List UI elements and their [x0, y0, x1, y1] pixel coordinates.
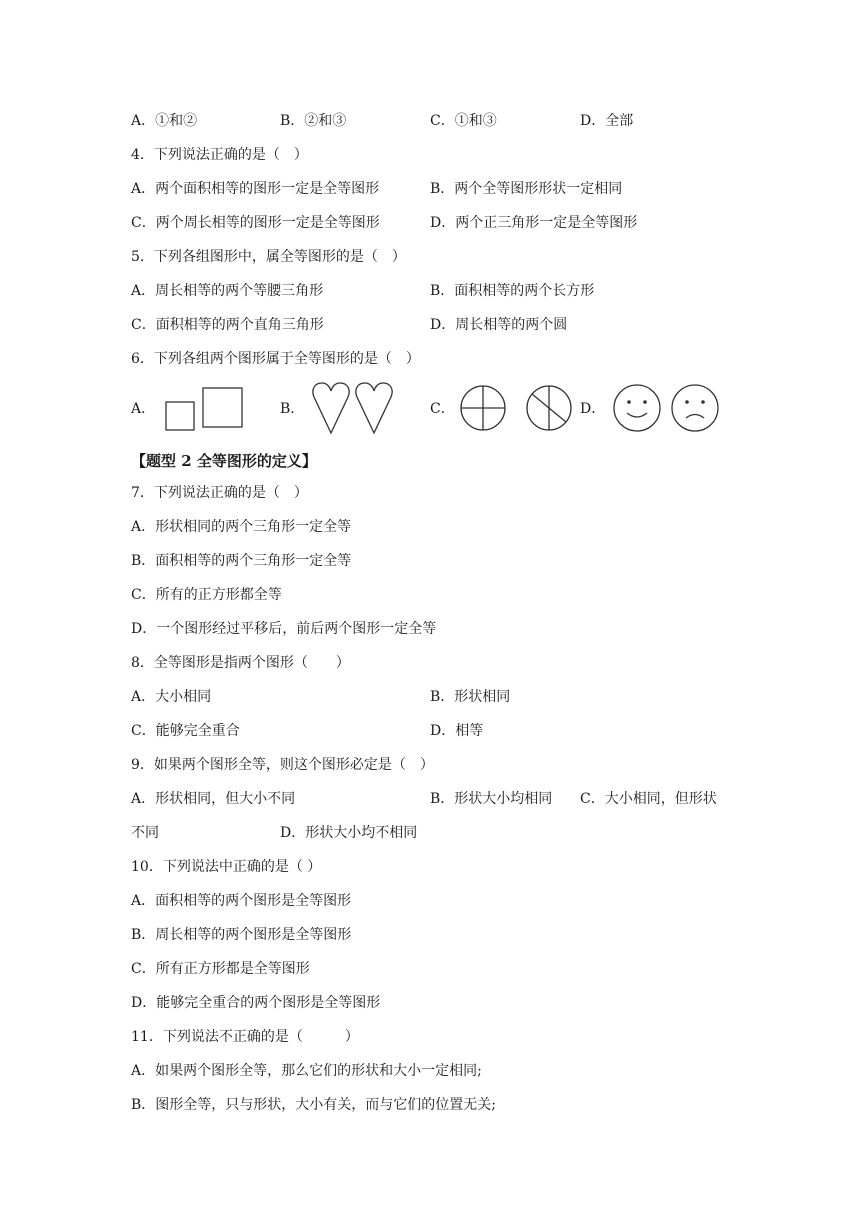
q6-stem: 6．下列各组两个图形属于全等图形的是（ ） — [131, 351, 420, 367]
q6-label-b: B． — [280, 401, 305, 417]
q10-option-b: B．周长相等的两个图形是全等图形 — [131, 927, 352, 943]
circle-with-cross — [461, 386, 505, 430]
q5-option-b: B．面积相等的两个长方形 — [430, 283, 595, 299]
q5-option-c: C．面积相等的两个直角三角形 — [131, 317, 324, 333]
q9-option-c-part1: C．大小相同，但形状 — [580, 791, 717, 807]
heart-shape-right — [356, 383, 392, 433]
q10-option-c: C．所有正方形都是全等图形 — [131, 961, 310, 977]
q7-option-d: D．一个图形经过平移后，前后两个图形一定全等 — [131, 621, 437, 637]
q3-option-c: C．①和③ — [430, 113, 497, 129]
q5-stem: 5．下列各组图形中，属全等图形的是（ ） — [131, 249, 406, 265]
q4-stem: 4．下列说法正确的是（ ） — [131, 147, 308, 163]
q9-option-c-part2: 不同 — [131, 825, 159, 841]
q9-option-d: D．形状大小均不相同 — [280, 825, 418, 841]
q4-option-c: C．两个周长相等的图形一定是全等图形 — [131, 215, 380, 231]
q8-option-b: B．形状相同 — [430, 689, 511, 705]
q3-option-d: D．全部 — [580, 113, 634, 129]
large-square — [203, 388, 242, 427]
section-heading: 【题型 2 全等图形的定义】 — [131, 452, 317, 470]
q6-figure-b — [310, 380, 396, 436]
q7-option-a: A．形状相同的两个三角形一定全等 — [131, 519, 352, 535]
q4-option-a: A．两个面积相等的图形一定是全等图形 — [131, 181, 380, 197]
q4-option-d: D．两个正三角形一定是全等图形 — [430, 215, 638, 231]
q6-label-a: A． — [131, 401, 156, 417]
q6-label-c: C． — [430, 401, 455, 417]
smiley-face-icon — [614, 385, 660, 431]
q9-option-b: B．形状大小均相同 — [430, 791, 553, 807]
q10-option-a: A．面积相等的两个图形是全等图形 — [131, 893, 352, 909]
q6-label-d: D． — [580, 401, 606, 417]
q4-option-b: B．两个全等图形形状一定相同 — [430, 181, 623, 197]
q5-option-a: A．周长相等的两个等腰三角形 — [131, 283, 324, 299]
circle-with-diagonal — [527, 386, 571, 430]
q6-figure-d — [612, 382, 722, 434]
q10-stem: 10．下列说法中正确的是（ ） — [131, 859, 322, 875]
q8-option-c: C．能够完全重合 — [131, 723, 240, 739]
q9-option-a: A．形状相同，但大小不同 — [131, 791, 296, 807]
q8-option-d: D．相等 — [430, 723, 484, 739]
q5-option-d: D．周长相等的两个圆 — [430, 317, 568, 333]
q8-option-a: A．大小相同 — [131, 689, 212, 705]
q10-option-d: D．能够完全重合的两个图形是全等图形 — [131, 995, 381, 1011]
q3-option-a: A．①和② — [131, 113, 198, 129]
q11-option-a: A．如果两个图形全等，那么它们的形状和大小一定相同; — [131, 1063, 482, 1079]
q6-figure-c — [456, 382, 578, 434]
heart-shape-left — [313, 383, 349, 433]
q8-stem: 8．全等图形是指两个图形（ ） — [131, 655, 350, 671]
q7-option-c: C．所有的正方形都全等 — [131, 587, 282, 603]
q11-stem: 11．下列说法不正确的是（ ） — [131, 1029, 359, 1045]
q3-option-b: B．②和③ — [280, 113, 347, 129]
small-square — [166, 402, 194, 430]
q7-option-b: B．面积相等的两个三角形一定全等 — [131, 553, 352, 569]
q7-stem: 7．下列说法正确的是（ ） — [131, 485, 308, 501]
q6-figure-a — [163, 383, 247, 433]
sad-face-icon — [672, 385, 718, 431]
q9-stem: 9．如果两个图形全等，则这个图形必定是（ ） — [131, 757, 434, 773]
q11-option-b: B．图形全等，只与形状，大小有关，而与它们的位置无关; — [131, 1097, 497, 1113]
